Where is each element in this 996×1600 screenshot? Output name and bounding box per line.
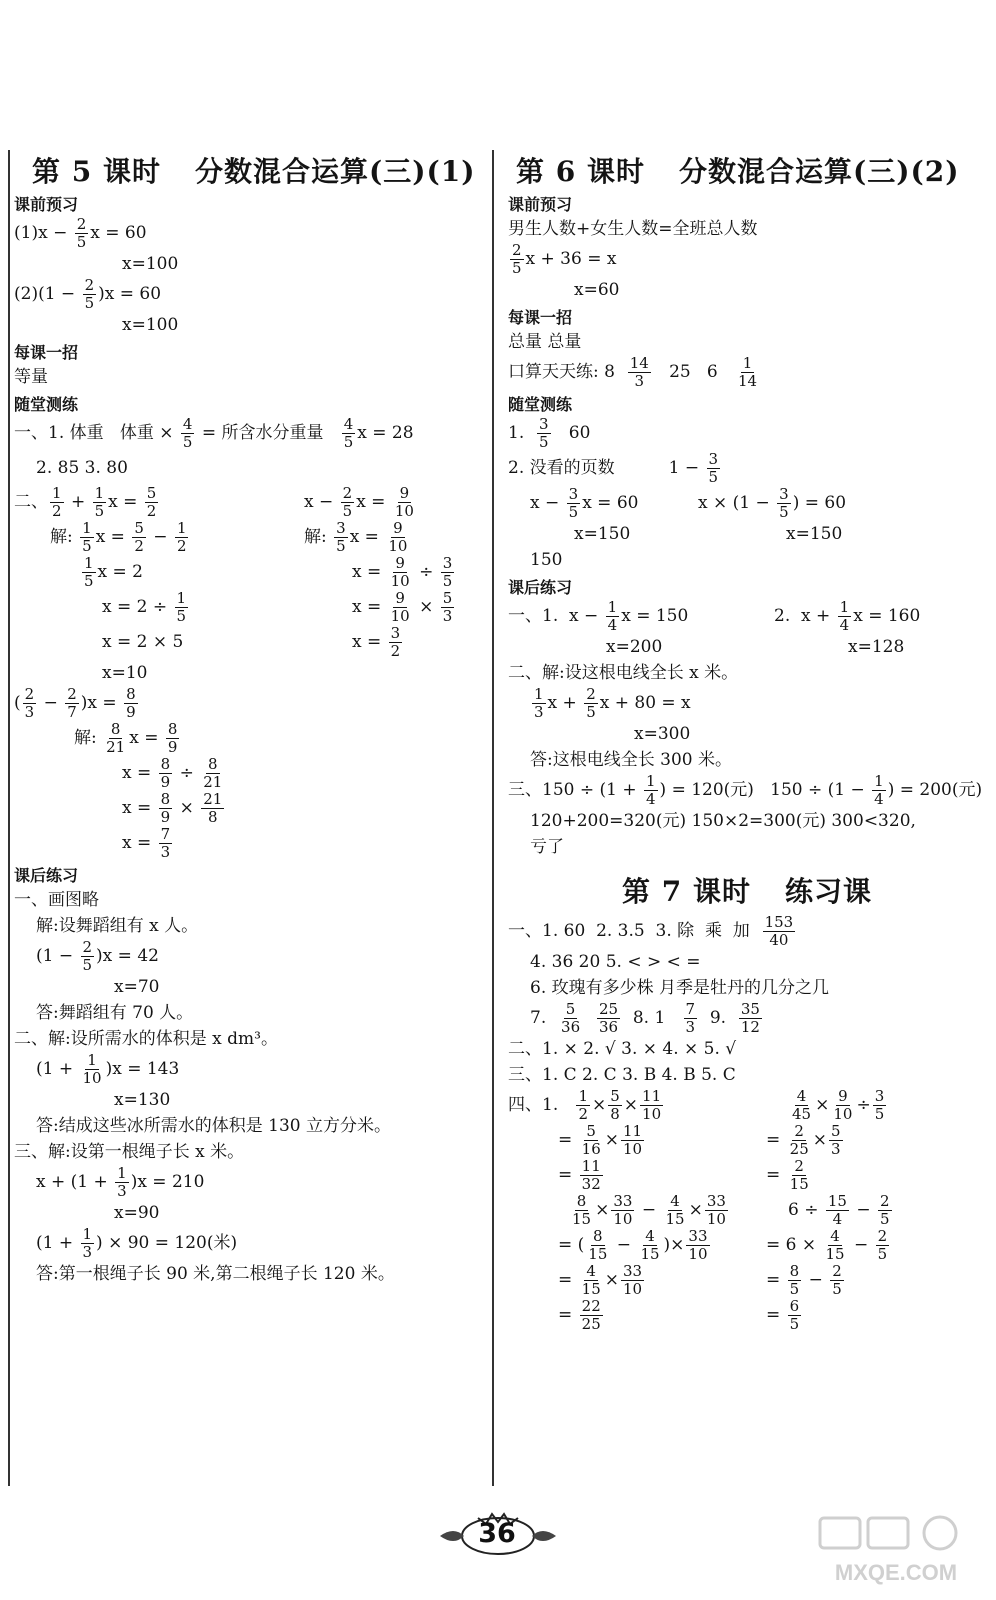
section-practice: 随堂测练 xyxy=(14,395,79,414)
section-preview: 课前预习 xyxy=(14,195,79,214)
preview-answer-2: x=100 xyxy=(122,315,179,335)
practice-q1: 一、1. 体重 体重 × $\frac{4}{5}$ = 所含水分重量 $\frac{4}{5}$ x = 28 xyxy=(14,415,414,451)
lesson-7-title: 第 7 课时 练习课 xyxy=(622,875,872,908)
page-number: 36 xyxy=(478,1517,516,1549)
column-divider xyxy=(492,150,494,1486)
practice-part-two: 二、 $\frac{1}{2}$ + $\frac{1}{5}$ x = $\frac{5}{2}$ 解: $\frac{1}{5}$ x = $\frac{5}{2}$ − $\frac{1}{2}$ $\frac{1}{5}$ x = 2 x = 2 ÷ $\frac{1}{5}$ x = 2 × 5 x − $\frac{2}{5}$ x = $\frac{9}{10}$ 解: $\frac{3}{5}$ x = $\frac{9}{10}$ x = $\frac{9}{10}$ ÷ $\frac{3}{5}$ x = $\frac{9}{10}$ × $\frac{5}{3}$ x = $\frac{3}{2}$ xyxy=(14,484,453,660)
preview-answer-1: x=100 xyxy=(122,254,179,274)
section-homework: 课后练习 xyxy=(14,866,79,885)
right-column: 第 6 课时 分数混合运算(三)(2) 课前预习 男生人数+女生人数=全班总人数 $\frac{2}{5}$ x + 36 = x x=60 每课一招 总量 总量 口算天天练: 8 $\frac{14}{3}$ 25 6 $\frac{1}{14}$ 随堂测练 1. $\frac{3}{5}$ 60 2. 没看的页数 1 − $\frac{3}{5}$ x − $\frac{3}{5}$ x = 60 x=150 x × (1 − $\frac{3}{5}$ ) = 60 x=150 150 课后练习 一、1. x − $\frac{1}{4}$ x = 150 x=200 2. x + $\frac{1}{4}$ x = 160 x=128 二、解:设这根电线全长 x 米。 $\frac{1}{3}$ x + $\frac{2}{5}$ x + 80 = x x=300 答:这根电线全长 300 米。 三、150 ÷ (1 + $\frac{1}{4}$ ) = 120(元) 150 ÷ (1 − $\frac{1}{4}$ ) = 200(元) 120+200=320(元) 150×2=300(元) 300<320, 亏了 第 7 课时 练习课 一、1. 60 2. 3.5 3. 除 乘 加 $\frac{153}{40}$ 4. 36 20 5. < > < = 6. 玫瑰有多少株 月季是牡丹的几分之几 7. $\frac{5}{36}$ $\frac{25}{36}$ 8. 1 $\frac{7}{3}$ 9. $\frac{35}{12}$ 二、1. × 2. √ 3. × 4. × 5. √ 三、1. C 2. C 3. B 4. B 5. C 四、1. $\frac{1}{2}$ × $\frac{5}{8}$ × $\frac{11}{10}$ = $\frac{5}{16}$ × $\frac{11}{10}$ = $\frac{11}{32}$ $\frac{8}{15}$ × $\frac{33}{10}$ − $\frac{4}{15}$ × $\frac{33}{10}$ = ( $\frac{8}{15}$ − $\frac{4}{15}$ )× $\frac{33}{10}$ = $\frac{4}{15}$ × $\frac{33}{10}$ = $\frac{22}{25}$ $\frac{4}{45}$ × $\frac{9}{10}$ ÷ $\frac{3}{5}$ = $\frac{2}{25}$ × $\frac{5}{3}$ = $\frac{2}{15}$ 6 ÷ $\frac{15}{4}$ − $\frac{2}{5}$ = 6 × $\frac{4}{15}$ − $\frac{2}{5}$ = $\frac{8}{5}$ − $\frac{2}{5}$ = $\frac{6}{5}$ xyxy=(508,148,986,1333)
preview-eq-1: (1)x − $\frac{2}{5}$ x = 60 xyxy=(14,215,147,251)
left-border-rule xyxy=(8,150,10,1486)
svg-text:MXQE.COM: MXQE.COM xyxy=(834,1560,958,1585)
lesson-5-title: 第 5 课时 分数混合运算(三)(1) xyxy=(32,155,476,188)
practice-q2-q3: 2. 85 3. 80 xyxy=(36,458,128,478)
answer-x10: x=10 xyxy=(102,663,148,683)
preview-eq-2: (2)(1 − $\frac{2}{5}$ )x = 60 xyxy=(14,276,162,312)
watermark-logo xyxy=(806,1512,986,1592)
left-column: 第 5 课时 分数混合运算(三)(1) 课前预习 (1)x − $\frac{2}{5}$ x = 60 x=100 (2)(1 − $\frac{2}{5}$ )x = 60 x=100 每课一招 等量 随堂测练 一、1. 体重 体重 × $\frac{4}{5}$ = 所含水分重量 $\frac{4}{5}$ x = 28 2. 85 3. 80 二、 $\frac{1}{2}$ + $\frac{1}{5}$ x = $\frac{5}{2}$ 解: $\frac{1}{5}$ x = $\frac{5}{2}$ − $\frac{1}{2}$ $\frac{1}{5}$ x = 2 x = 2 ÷ $\frac{1}{5}$ x = 2 × 5 x − $\frac{2}{5}$ x = $\frac{9}{10}$ 解: $\frac{3}{5}$ x = $\frac{9}{10}$ x = $\frac{9}{10}$ ÷ $\frac{3}{5}$ x = $\frac{9}{10}$ × $\frac{5}{3}$ x = $\frac{3}{2}$ x=10 ( $\frac{2}{3}$ − $\frac{2}{7}$ )x = $\frac{8}{9}$ 解: $\frac{8}{21}$ x = $\frac{8}{9}$ x = $\frac{8}{9}$ ÷ $\frac{8}{21}$ x = $\frac{8}{9}$ × $\frac{21}{8}$ x = $\frac{7}{3}$ 课后练习 一、画图略 解:设舞蹈组有 x 人。 (1 − $\frac{2}{5}$ )x = 42 x=70 答:舞蹈组有 70 人。 二、解:设所需水的体积是 x dm³。 (1 + $\frac{1}{10}$ )x = 143 x=130 答:结成这些冰所需水的体积是 130 立方分米。 三、解:设第一根绳子长 x 米。 x + (1 + $\frac{1}{3}$ )x = 210 x=90 (1 + $\frac{1}{3}$ ) × 90 = 120(米) 答:第一根绳子长 90 米,第二根绳子长 120 米。 xyxy=(14,148,484,1287)
section-tip: 每课一招 xyxy=(14,343,79,362)
lesson-6-title: 第 6 课时 分数混合运算(三)(2) xyxy=(516,155,960,188)
tip-text: 等量 xyxy=(14,367,48,387)
